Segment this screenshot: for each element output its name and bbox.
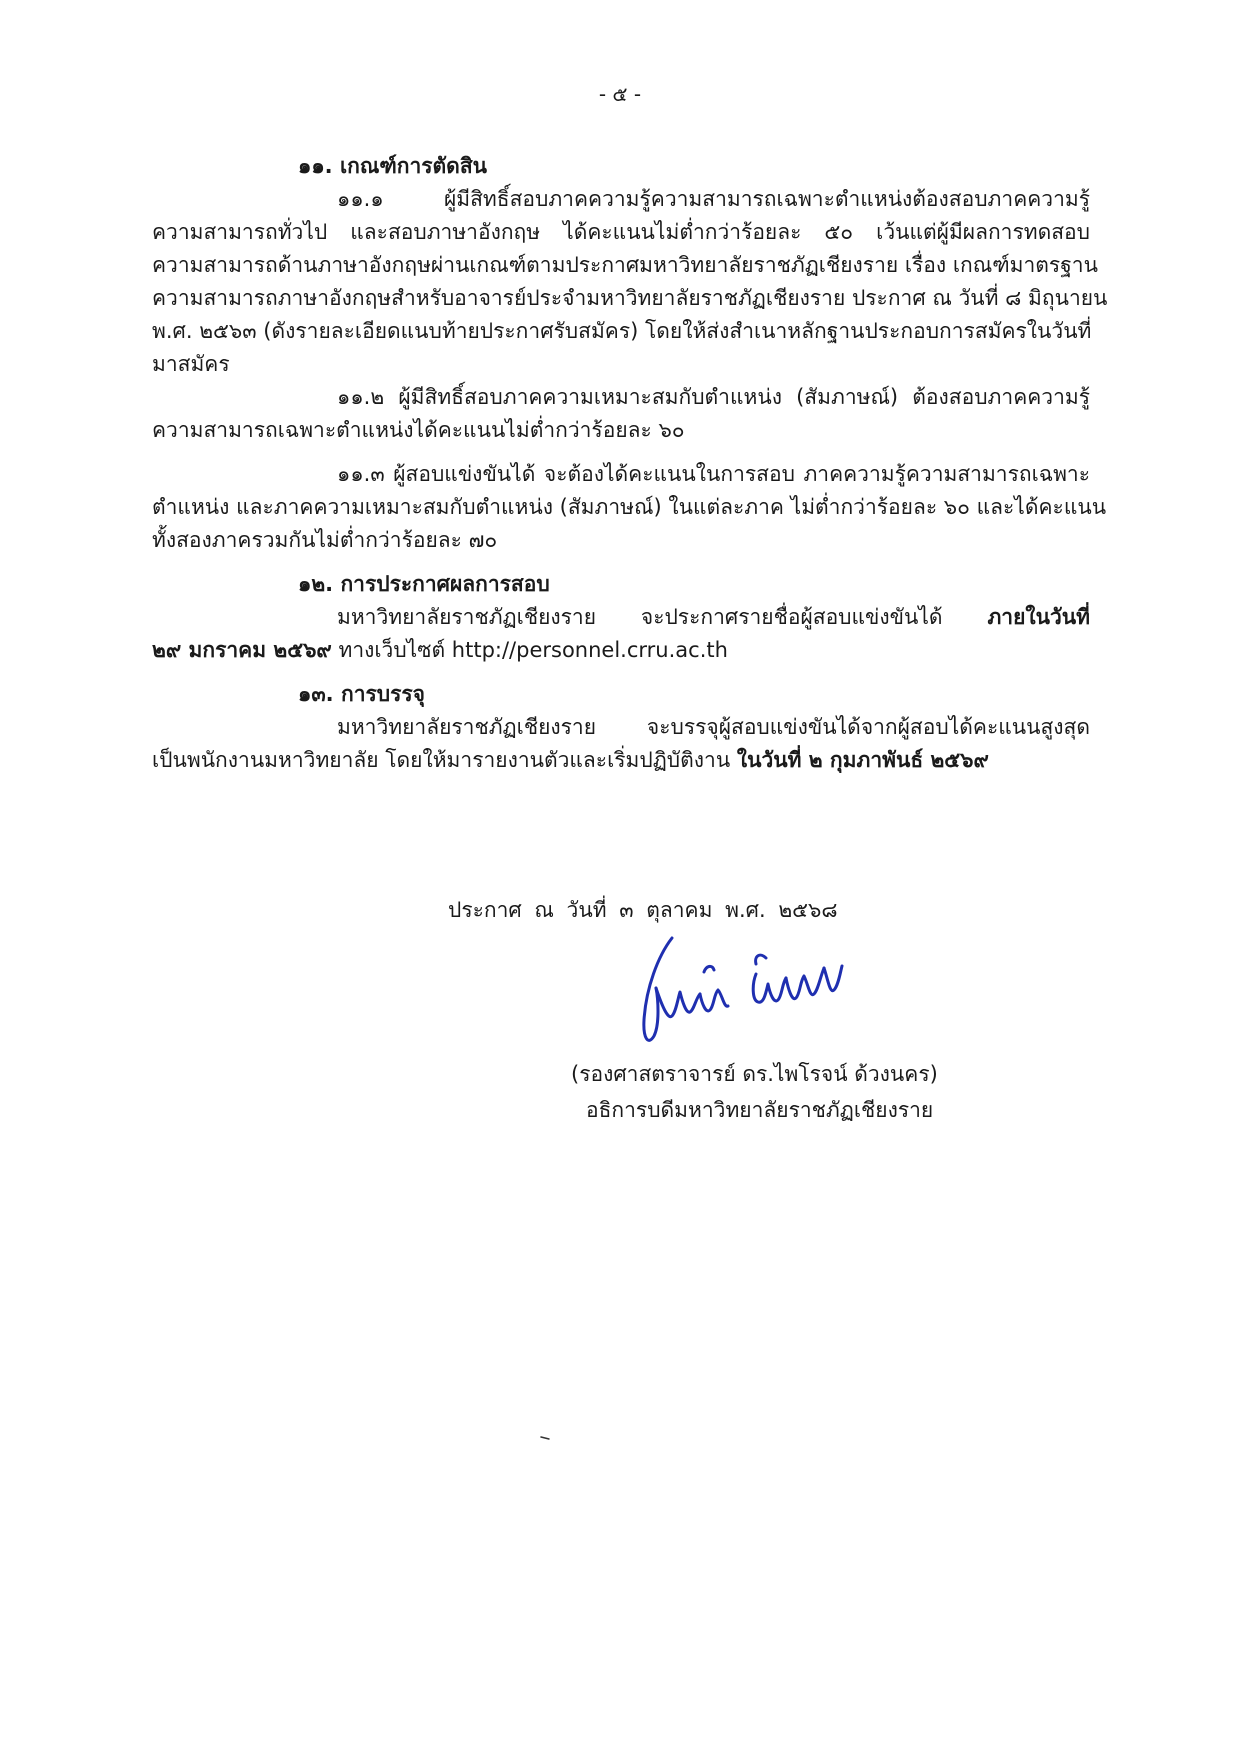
signer-title: อธิการบดีมหาวิทยาลัยราชภัฏเชียงราย xyxy=(586,1098,934,1122)
section-11-item-1 xyxy=(152,183,1108,381)
section-11-heading: ๑๑. เกณฑ์การตัดสิน xyxy=(298,154,487,178)
paragraph-line: ความสามารถเฉพาะตำแหน่งได้คะแนนไม่ต่ำกว่าร้อยละ ๖๐ xyxy=(152,418,685,442)
section-13-bold-date: ในวันที่ ๒ กุมภาพันธ์ ๒๕๖๙ xyxy=(736,748,989,772)
section-11-item-2 xyxy=(152,381,1090,447)
scan-speck xyxy=(540,1436,550,1440)
paragraph-line: ๑๑.๑ ผู้มีสิทธิ์สอบภาคความรู้ความสามารถเฉพาะตำแหน่งต้องสอบภาคความรู้ xyxy=(337,187,1090,211)
section-13-heading: ๑๓. การบรรจุ xyxy=(298,682,425,706)
paragraph-line: ความสามารถภาษาอังกฤษสำหรับอาจารย์ประจำมหาวิทยาลัยราชภัฏเชียงราย ประกาศ ณ วันที่ ๘ มิถุนายน xyxy=(152,286,1108,310)
announcement-date: ประกาศ ณ วันที่ ๓ ตุลาคม พ.ศ. ๒๕๖๘ xyxy=(448,898,838,922)
paragraph-line: ๑๑.๓ ผู้สอบแข่งขันได้ จะต้องได้คะแนนในการสอบ ภาคความรู้ความสามารถเฉพาะ xyxy=(337,462,1090,486)
section-11-item-3 xyxy=(152,458,1107,557)
signature-image xyxy=(628,928,868,1053)
section-13-line-2 xyxy=(152,744,1090,777)
spacer xyxy=(152,667,1090,678)
section-12-website-text: ทางเว็บไซต์ http://personnel.crru.ac.th xyxy=(331,638,728,662)
paragraph-line: มาสมัคร xyxy=(152,352,230,376)
section-12-bold-deadline: ภายในวันที่ xyxy=(987,605,1090,629)
paragraph-line: ตำแหน่ง และภาคความเหมาะสมกับตำแหน่ง (สัมภาษณ์) ในแต่ละภาค ไม่ต่ำกว่าร้อยละ ๖๐ และได้คะแนน xyxy=(152,495,1107,519)
section-12-heading: ๑๒. การประกาศผลการสอบ xyxy=(298,572,550,596)
spacer xyxy=(152,447,1090,458)
document-body xyxy=(152,150,1108,777)
section-13-text: เป็นพนักงานมหาวิทยาลัย โดยให้มารายงานตัวและเริ่มปฏิบัติงาน xyxy=(152,748,737,772)
page-number: - ๕ - xyxy=(598,82,642,106)
signer-name: (รองศาสตราจารย์ ดร.ไพโรจน์ ด้วงนคร) xyxy=(571,1062,938,1086)
paragraph-line: ทั้งสองภาครวมกันไม่ต่ำกว่าร้อยละ ๗๐ xyxy=(152,528,498,552)
section-13-line-1: มหาวิทยาลัยราชภัฏเชียงราย จะบรรจุผู้สอบแข่งขันได้จากผู้สอบได้คะแนนสูงสุด xyxy=(337,715,1090,739)
paragraph-line: ความสามารถทั่วไป และสอบภาษาอังกฤษ ได้คะแนนไม่ต่ำกว่าร้อยละ ๕๐ เว้นแต่ผู้มีผลการทดสอบ xyxy=(152,220,1090,244)
paragraph-line: ความสามารถด้านภาษาอังกฤษผ่านเกณฑ์ตามประกาศมหาวิทยาลัยราชภัฏเชียงราย เรื่อง เกณฑ์มาตรฐาน xyxy=(152,253,1098,277)
section-12-line-1 xyxy=(152,601,1090,634)
section-12-bold-date: ๒๙ มกราคม ๒๕๖๙ xyxy=(152,638,332,662)
section-12-line-2 xyxy=(152,634,1090,667)
spacer xyxy=(152,557,1090,568)
paragraph-line: ๑๑.๒ ผู้มีสิทธิ์สอบภาคความเหมาะสมกับตำแหน่ง (สัมภาษณ์) ต้องสอบภาคความรู้ xyxy=(337,385,1090,409)
section-12-text: มหาวิทยาลัยราชภัฏเชียงราย จะประกาศรายชื่อผู้สอบแข่งขันได้ xyxy=(337,605,988,629)
paragraph-line: พ.ศ. ๒๕๖๓ (ดังรายละเอียดแนบท้ายประกาศรับสมัคร) โดยให้ส่งสำเนาหลักฐานประกอบการสมัครในวันที่ xyxy=(152,319,1092,343)
